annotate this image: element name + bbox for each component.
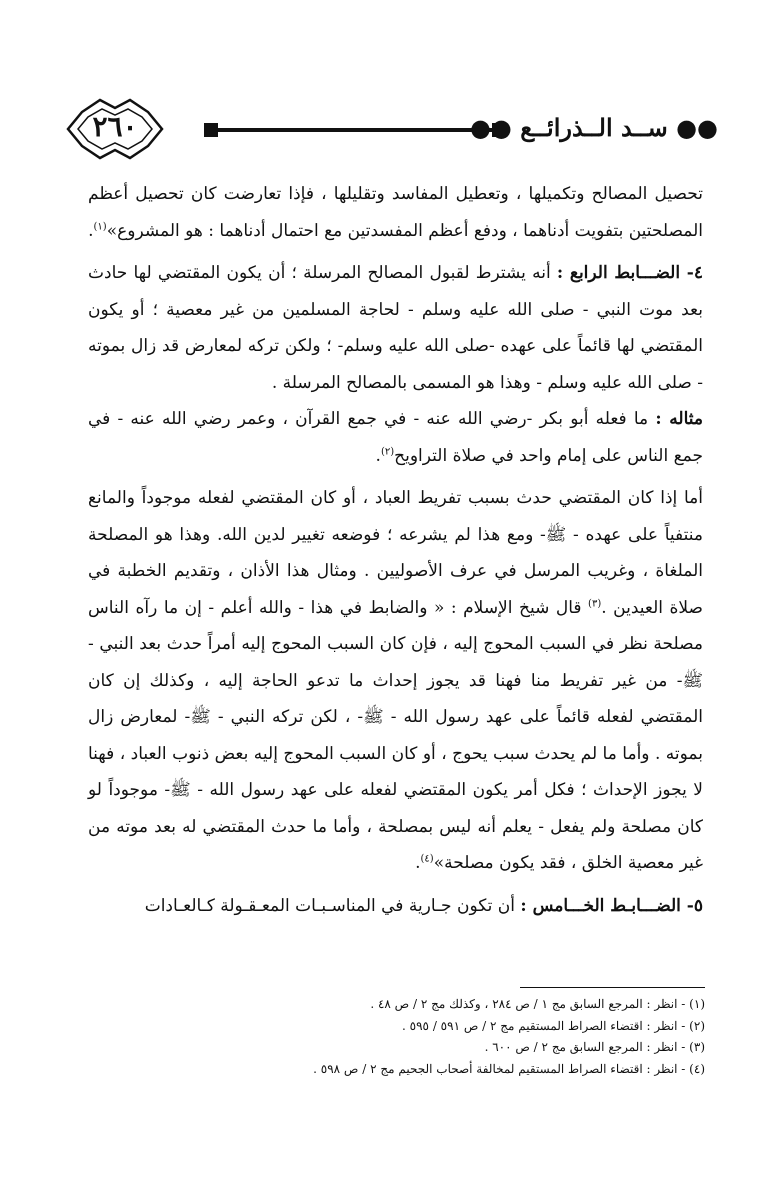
footnote-ref[interactable]: (٤) bbox=[420, 853, 434, 865]
main-text bbox=[88, 176, 703, 924]
footnote: (٣) - انظر : المرجع السابق مج ٢ / ص ٦٠٠ . bbox=[484, 1040, 705, 1054]
example-label: مثاله : bbox=[655, 409, 704, 429]
text-run: . bbox=[88, 220, 94, 241]
text-run: ما فعله أبو بكر -رضي الله عنه - في جمع القرآن ، وعمر رضي الله عنه - في جمع الناس على إمام واحد في صلاة التراويح bbox=[88, 409, 703, 466]
footnote: (٢) - انظر : اقتضاء الصراط المستقيم مج ٢ / ص ٥٩١ / ٥٩٥ . bbox=[402, 1018, 705, 1033]
text-run: أن تكون جـارية في المناسـبـات المعـقـولة كـالعـادات bbox=[144, 895, 521, 916]
paragraph bbox=[88, 401, 703, 474]
running-title: ●● ســد الــذرائــع ●● bbox=[469, 113, 718, 142]
page-number-ornament bbox=[60, 92, 170, 166]
header-rule bbox=[210, 128, 500, 132]
footnote-ref[interactable]: (٣) bbox=[588, 597, 602, 609]
text-run: تحصيل المصالح وتكميلها ، وتعطيل المفاسد وتقليلها ، فإذا تعارضت كان تحصيل أعظم المصلحتين بتفويت أدناهما ، ودفع أعظم المفسدتين مع احتمال أدناهما : هو المشروع» bbox=[88, 184, 703, 241]
text-run: . bbox=[375, 445, 381, 466]
paragraph bbox=[88, 255, 703, 401]
footnote: (١) - انظر : المرجع السابق مج ١ / ص ٢٨٤ ، وكذلك مج ٢ / ص ٤٨ . bbox=[370, 997, 705, 1011]
footnotes bbox=[150, 994, 705, 1080]
paragraph bbox=[88, 480, 703, 882]
text-run: أنه يشترط لقبول المصالح المرسلة ؛ أن يكون المقتضي لها حادث بعد موت النبي - صلى الله عليه وسلم - لحاجة المسلمين من غير معصية ؛ أو يكون المقتضي لها قائماً على عهده -صلى الله عليه وسلم- ؛ ولكن تركه لمعارض قد زال بموته - صلى الله عليه وسلم - وهذا هو المسمى بالمصالح المرسلة . bbox=[88, 263, 703, 393]
rule-label: ٥- الضـــابـط الخـــامس : bbox=[520, 895, 703, 916]
paragraph bbox=[88, 176, 703, 249]
footnote-ref[interactable]: (٢) bbox=[380, 445, 395, 457]
page-header bbox=[60, 92, 718, 166]
paragraph bbox=[88, 888, 703, 925]
text-run: . bbox=[415, 853, 421, 873]
footnote: (٤) - انظر : اقتضاء الصراط المستقيم لمخالفة أصحاب الجحيم مج ٢ / ص ٥٩٨ . bbox=[313, 1061, 705, 1076]
footnote-separator bbox=[520, 987, 705, 988]
rule-label: ٤- الضـــابط الرابع : bbox=[556, 263, 703, 283]
text-run: قال شيخ الإسلام : « والضابط في هذا - والله أعلم - إن ما رآه الناس مصلحة نظر في السبب المحوج إليه ، فإن كان السبب المحوج إليه أمراً حدث بعد النبي - ﷺ- من غير تفريط منا فهنا قد يجوز إحداث ما تدعو الحاجة إليه ، وكذلك إن كان المقتضي لفعله قائماً على عهد رسول الله - ﷺ- ، لكن تركه النبي - ﷺ- لمعارض زال بموته . وأما ما لم يحدث سبب يحوج ، أو كان السبب المحوج إليه بعض ذنوب العباد ، فهنا لا يجوز الإحداث ؛ فكل أمر يكون المقتضي لفعله على عهد رسول الله - ﷺ- موجوداً لو كان مصلحة ولم يفعل - يعلم أنه ليس بمصلحة ، وأما ما حدث المقتضي له بعد موته من غير معصية الخلق ، فقد يكون مصلحة» bbox=[88, 597, 703, 873]
page-number: ٢٦٠ bbox=[92, 110, 138, 143]
text-run: أما إذا كان المقتضي حدث بسبب تفريط العباد ، أو كان المقتضي لفعله موجوداً والمانع منتفياً على عهده - ﷺ- ومع هذا لم يشرعه ؛ فوضعه تغيير لدين الله. وهذا هو المصلحة الملغاة ، وغريب المرسل في عرف الأصوليين . ومثال هذا الأذان ، وتقديم الخطبة في صلاة العيدين . bbox=[88, 488, 703, 618]
footnote-ref[interactable]: (١) bbox=[93, 220, 107, 232]
